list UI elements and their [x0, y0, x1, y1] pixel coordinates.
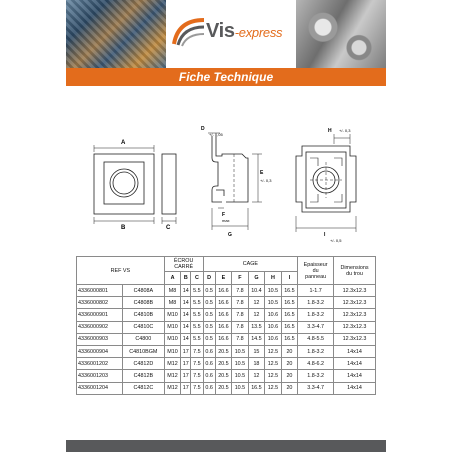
table-cell: 10.5 [232, 358, 249, 370]
table-cell: 14x14 [334, 345, 376, 357]
table-cell: 12.5 [265, 370, 282, 382]
dim-label-i: I [324, 232, 326, 238]
table-row [77, 309, 376, 321]
table-cell: 0.6 [203, 370, 215, 382]
tools-photo [66, 0, 166, 68]
cell-model: C4808B [122, 297, 164, 309]
cell-model: C4810C [122, 321, 164, 333]
table-cell: 10.4 [248, 285, 265, 297]
brand-logo [172, 12, 296, 52]
table-cell: 20 [281, 345, 298, 357]
table-cell: 0.6 [203, 345, 215, 357]
table-cell: 16.6 [215, 333, 232, 345]
table-cell: 14 [181, 333, 191, 345]
dim-tol-i: +/- 0,5 [330, 238, 342, 243]
table-cell: 0.5 [203, 321, 215, 333]
table-cell: 10.5 [265, 285, 282, 297]
table-cell: 14 [181, 285, 191, 297]
dim-tol-h: +/- 0,3 [339, 128, 351, 133]
cell-ref: 4336000901 [77, 309, 123, 321]
table-cell: 5.5 [191, 333, 203, 345]
table-cell: 16.5 [248, 382, 265, 394]
table-row [77, 285, 376, 297]
table-cell: 16.5 [281, 309, 298, 321]
logo-swoosh-icon [172, 14, 206, 48]
table-cell: 7.8 [232, 309, 249, 321]
dim-label-h: H [328, 128, 332, 134]
table-cell: 16.6 [215, 285, 232, 297]
table-cell: 16.5 [281, 333, 298, 345]
dim-label-e: E [260, 170, 264, 176]
table-cell: 12 [248, 370, 265, 382]
table-cell: 7.5 [191, 358, 203, 370]
cell-ref: 4336001202 [77, 358, 123, 370]
table-cell: 12.3x12.3 [334, 333, 376, 345]
cell-ref: 4336000801 [77, 285, 123, 297]
cell-ref: 4336000902 [77, 321, 123, 333]
dim-label-f-max: max [222, 218, 230, 223]
cage-side-view [208, 133, 262, 230]
table-cell: 7.8 [232, 333, 249, 345]
nut-top-view [94, 145, 154, 224]
col-ecrou: ÉCROU CARRÉ [164, 257, 203, 272]
table-cell: 20.5 [215, 358, 232, 370]
table-cell: 12 [248, 297, 265, 309]
cell-model: C4812D [122, 358, 164, 370]
table-cell: 12.5 [265, 358, 282, 370]
table-cell: 16.6 [215, 297, 232, 309]
table-cell: 3.3-4.7 [298, 382, 334, 394]
cell-model: C4810B [122, 309, 164, 321]
table-cell: 5.5 [191, 321, 203, 333]
table-cell: 1.8-3.2 [298, 370, 334, 382]
table-cell: 4.8-5.5 [298, 333, 334, 345]
table-cell: 12.3x12.3 [334, 285, 376, 297]
table-cell: 12.3x12.3 [334, 321, 376, 333]
dim-label-f: F [222, 212, 226, 218]
table-cell: M8 [164, 285, 181, 297]
table-body [77, 285, 376, 395]
table-cell: 17 [181, 382, 191, 394]
table-cell: 16.6 [215, 309, 232, 321]
table-cell: 13.5 [248, 321, 265, 333]
table-row [77, 345, 376, 357]
table-cell: 7.5 [191, 345, 203, 357]
table-cell: 16.5 [281, 297, 298, 309]
cell-model: C4808A [122, 285, 164, 297]
table-cell: 4.8-6.2 [298, 358, 334, 370]
table-cell: 5.5 [191, 285, 203, 297]
cage-top-view [296, 134, 356, 232]
cell-model: C4812B [122, 370, 164, 382]
col-ref: REF VS [77, 257, 165, 285]
table-cell: 10.6 [265, 321, 282, 333]
table-cell: 1.8-3.2 [298, 297, 334, 309]
cell-model: C4800 [122, 333, 164, 345]
cell-ref: 4336000903 [77, 333, 123, 345]
col-g: G [248, 272, 265, 285]
table-cell: M10 [164, 333, 181, 345]
table-cell: 7.8 [232, 297, 249, 309]
table-cell: 3.3-4.7 [298, 321, 334, 333]
table-cell: 7.8 [232, 321, 249, 333]
cell-ref: 4336001204 [77, 382, 123, 394]
table-row [77, 358, 376, 370]
table-cell: 20.5 [215, 345, 232, 357]
table-cell: 14 [181, 309, 191, 321]
table-cell: 17 [181, 345, 191, 357]
table-cell: 10.6 [265, 333, 282, 345]
table-cell: M12 [164, 358, 181, 370]
table-cell: 16.5 [281, 285, 298, 297]
table-cell: 1-1.7 [298, 285, 334, 297]
table-cell: 14x14 [334, 370, 376, 382]
cell-ref: 4336000904 [77, 345, 123, 357]
table-cell: 15 [248, 345, 265, 357]
table-cell: 14 [181, 297, 191, 309]
table-cell: 20 [281, 382, 298, 394]
col-a: A [164, 272, 181, 285]
table-cell: M10 [164, 309, 181, 321]
table-cell: M12 [164, 370, 181, 382]
table-cell: M10 [164, 321, 181, 333]
table-cell: 14.5 [248, 333, 265, 345]
table-cell: 18 [248, 358, 265, 370]
page-title: Fiche Technique [178, 70, 274, 84]
table-cell: M8 [164, 297, 181, 309]
table-cell: 14 [181, 321, 191, 333]
technical-drawing [66, 100, 386, 250]
table-cell: 7.5 [191, 370, 203, 382]
table-cell: 0.5 [203, 285, 215, 297]
table-cell: 0.5 [203, 333, 215, 345]
table-cell: 17 [181, 358, 191, 370]
table-cell: 0.5 [203, 297, 215, 309]
table-cell: 12 [248, 309, 265, 321]
dim-label-c: C [166, 225, 171, 231]
table-cell: M10 [164, 345, 181, 357]
table-cell: 1.8-3.2 [298, 345, 334, 357]
cell-model: C4810BGM [122, 345, 164, 357]
col-c: C [191, 272, 203, 285]
col-d: D [203, 272, 215, 285]
table-cell: 5.5 [191, 297, 203, 309]
table-cell: 10.6 [265, 309, 282, 321]
table-cell: 14x14 [334, 382, 376, 394]
table-row [77, 321, 376, 333]
table-cell: 14x14 [334, 358, 376, 370]
table-cell: 5.5 [191, 309, 203, 321]
col-h: H [265, 272, 282, 285]
table-cell: 10.5 [232, 370, 249, 382]
table-cell: 12.5 [265, 382, 282, 394]
table-cell: 20 [281, 370, 298, 382]
table-cell: 10.5 [265, 297, 282, 309]
cell-ref: 4336000802 [77, 297, 123, 309]
col-i: I [281, 272, 298, 285]
dim-label-g: G [228, 232, 232, 238]
dim-label-b: B [121, 225, 126, 231]
col-epaisseur: Epaisseur du panneau [298, 257, 334, 285]
dim-tol-d: +/- 0,05 [209, 132, 223, 137]
table-cell: 7.8 [232, 285, 249, 297]
table-row [77, 297, 376, 309]
table-header-row [77, 257, 376, 272]
technical-sheet [66, 0, 386, 452]
brand-suffix: -express [234, 25, 283, 40]
nut-side-view [162, 154, 176, 224]
table-row [77, 382, 376, 394]
dim-tol-e: +/- 0,3 [260, 178, 272, 183]
table-cell: 0.6 [203, 382, 215, 394]
spec-table [76, 256, 376, 395]
table-row [77, 370, 376, 382]
table-cell: 12.5 [265, 345, 282, 357]
dim-label-d: D [201, 126, 205, 132]
table-cell: 0.5 [203, 309, 215, 321]
col-b: B [181, 272, 191, 285]
table-cell: 12.3x12.3 [334, 309, 376, 321]
brand-name: Vis-express [206, 20, 283, 42]
table-cell: 20 [281, 358, 298, 370]
table-cell: 10.5 [232, 345, 249, 357]
table-cell: M12 [164, 382, 181, 394]
col-e: E [215, 272, 232, 285]
table-cell: 20.5 [215, 370, 232, 382]
cell-model: C4812C [122, 382, 164, 394]
table-row [77, 333, 376, 345]
header-banner [66, 0, 386, 68]
table-cell: 7.5 [191, 382, 203, 394]
table-cell: 17 [181, 370, 191, 382]
col-cage: CAGE [203, 257, 298, 272]
table-cell: 16.5 [281, 321, 298, 333]
table-cell: 12.3x12.3 [334, 297, 376, 309]
table-cell: 1.8-3.2 [298, 309, 334, 321]
table-cell: 16.6 [215, 321, 232, 333]
title-bar [66, 68, 386, 86]
table-cell: 10.5 [232, 382, 249, 394]
footer-bar [66, 440, 386, 452]
dim-label-a: A [121, 140, 126, 146]
col-dimensions: Dimensions du trou [334, 257, 376, 285]
cell-ref: 4336001203 [77, 370, 123, 382]
table-cell: 0.6 [203, 358, 215, 370]
screws-photo [296, 0, 386, 68]
table-cell: 20.5 [215, 382, 232, 394]
col-f: F [232, 272, 249, 285]
